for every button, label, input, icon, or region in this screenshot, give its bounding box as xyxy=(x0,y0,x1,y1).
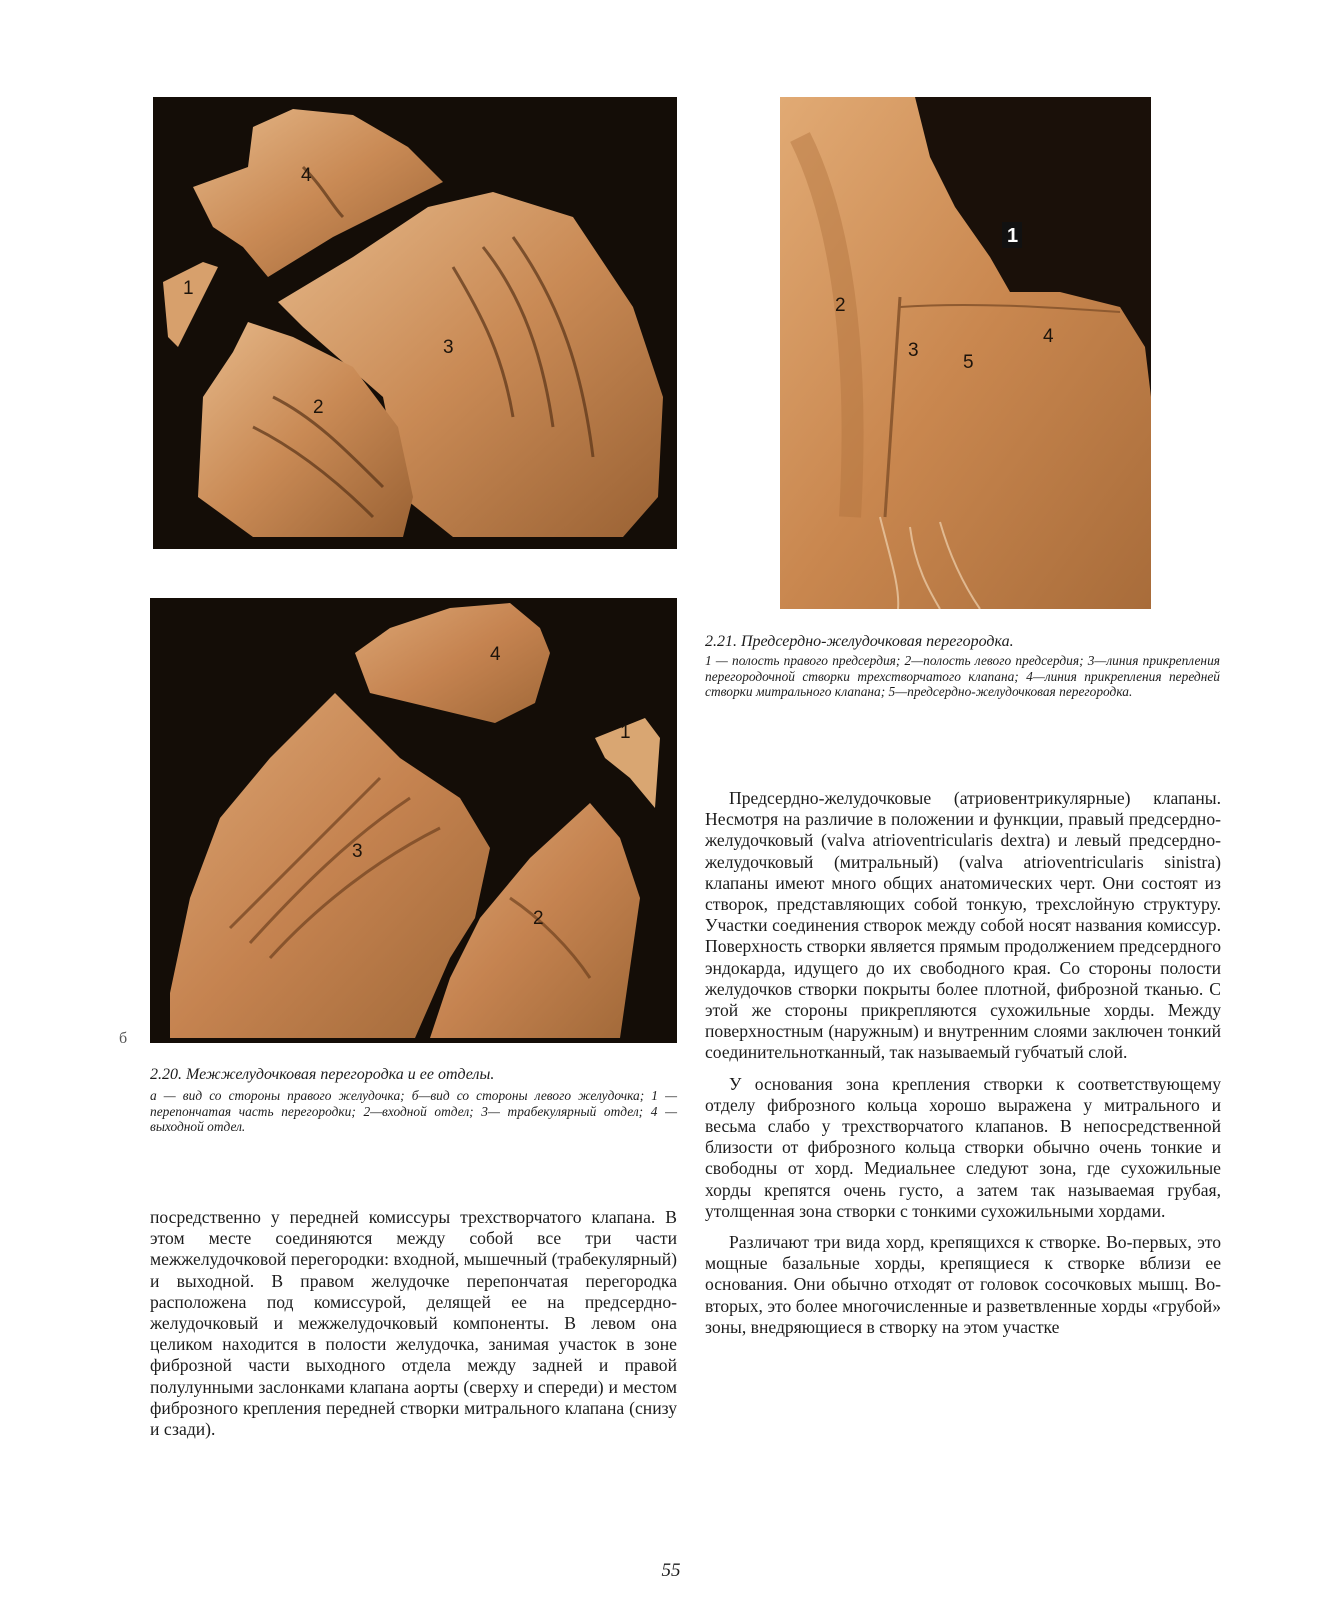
label-3: 3 xyxy=(352,841,363,862)
figure-2-20a-photo xyxy=(153,97,677,549)
paragraph: Различают три вида хорд, крепящихся к створке. Во-первых, это мощные базальные хорды, крепящиеся к створке вблизи ее основания. Они обычно отходят от головок сосочковых мышц. Во-вторых, это более многочисленные и разветвленные хорды «грубой» зоны, внедряющиеся в створку на этом участке xyxy=(705,1232,1221,1337)
label-4: 4 xyxy=(301,165,312,186)
label-1: 1 xyxy=(620,722,631,743)
label-3: 3 xyxy=(443,337,454,358)
left-text-column xyxy=(150,1207,677,1440)
caption-body: а — вид со стороны правого желудочка; б—вид со стороны левого желудочка; 1 — перепончатая часть перегородки; 2—входной отдел; 3— трабекулярный отдел; 4 — выходной отдел. xyxy=(150,1088,677,1134)
figure-2-21-caption xyxy=(705,633,1220,700)
label-2: 2 xyxy=(835,295,846,316)
heart-section-image xyxy=(150,598,677,1043)
paragraph: посредственно у передней комиссуры трехстворчатого клапана. В этом месте соединяются между собой все три части межжелудочковой перегородки: входной, мышечный (трабекулярный) и выходной. В правом желудочке перепончатая перегородка расположена под комиссурой, делящей ее на предсердно-желудочковый и межжелудочковый компоненты. В левом она целиком находится в полости желудочка, занимая участок в зоне фиброзной части выходного отдела между задней и правой полулунными заслонками клапана аорты (сверху и спереди) и местом фиброзного крепления передней створки митрального клапана (снизу и сзади). xyxy=(150,1207,677,1440)
panel-b-letter: б xyxy=(119,1030,128,1047)
label-1: 1 xyxy=(1007,225,1019,247)
septum-image xyxy=(780,97,1151,609)
page-number: 55 xyxy=(661,1560,681,1581)
caption-body: 1 — полость правого предсердия; 2—полость левого предсердия; 3—линия прикрепления перегородочной створки трехстворчатого клапана; 4—линия прикрепления передней створки митрального клапана; 5—предсердно-желудочковая перегородка. xyxy=(705,653,1220,699)
figure-2-20-caption xyxy=(150,1066,677,1135)
caption-title: 2.21. Предсердно-желудочковая перегородка. xyxy=(705,633,1014,650)
caption-title: 2.20. Межжелудочковая перегородка и ее отделы. xyxy=(150,1066,495,1083)
label-3: 3 xyxy=(908,340,919,361)
label-4: 4 xyxy=(490,644,501,665)
figure-2-20b-photo xyxy=(150,598,677,1043)
paragraph: Предсердно-желудочковые (атриовентрикулярные) клапаны. Несмотря на различие в положении и функции, правый предсердно-желудочковый (valva atrioventricularis dextra) и левый предсердно-желудочковый (митральный) (valva atrioventricularis sinistra) клапаны имеют много общих анатомических черт. Они состоят из створок, представляющих собой тонкую, трехслойную структуру. Участки соединения створок между собой носят названия комиссур. Поверхность створки является прямым продолжением предсердного эндокарда, идущего до их свободного края. Со стороны полости желудочков створки покрыты более плотной, фиброзной тканью. С этой же стороны прикрепляются сухожильные хорды. Между поверхностным (наружным) и внутренним слоями заключен тонкий соединительнотканный, так называемый губчатый слой. xyxy=(705,788,1221,1063)
label-2: 2 xyxy=(313,397,324,418)
figure-2-21-photo xyxy=(780,97,1151,609)
paragraph: У основания зона крепления створки к соответствующему отделу фиброзного кольца хорошо выражена у митрального и весьма слабо у трехстворчатого клапанов. В непосредственной близости от фиброзного кольца створки обычно очень тонкие и свободны от хорд. Медиальнее следуют зона, где сухожильные хорды крепятся очень густо, а затем так называемая грубая, утолщенная зона створки с тонкими сухожильными хордами. xyxy=(705,1073,1221,1221)
label-5: 5 xyxy=(963,352,974,373)
label-4: 4 xyxy=(1043,326,1054,347)
label-1: 1 xyxy=(183,278,194,299)
label-2: 2 xyxy=(533,908,544,929)
right-text-column xyxy=(705,788,1221,1338)
heart-section-image xyxy=(153,97,677,549)
